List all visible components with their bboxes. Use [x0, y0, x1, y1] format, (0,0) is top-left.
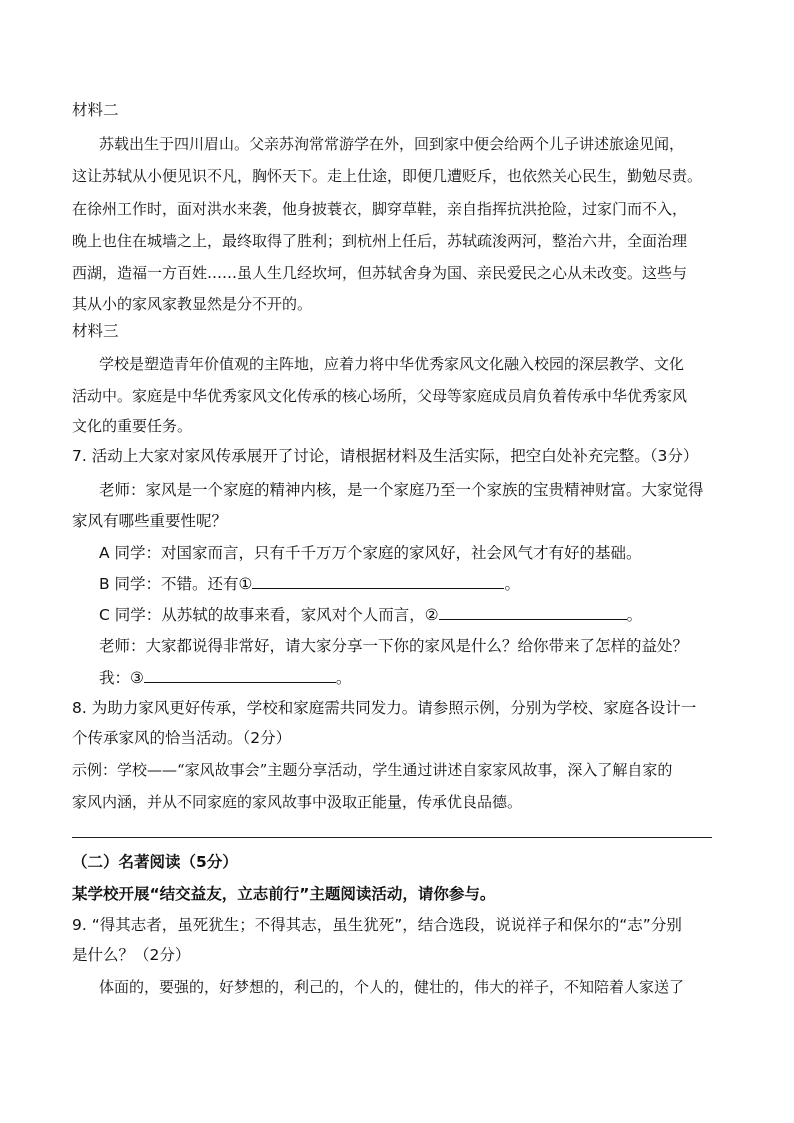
question-8-stem: 8. 为助力家风更好传承，学校和家庭需共同发力。请参照示例，分别为学校、家庭各设计一	[72, 699, 697, 717]
student-b-prefix: B 同学：不错。还有①	[99, 575, 253, 593]
question-9-stem: 9. “得其志者，虽死犹生；不得其志，虽生犹死”，结合选段，说说祥子和保尔的“志”分别	[72, 916, 682, 934]
material3-line: 文化的重要任务。	[72, 417, 193, 435]
student-c-prefix: C 同学：从苏轼的故事来看，家风对个人而言，②	[99, 606, 439, 624]
teacher-line: 老师：家风是一个家庭的精神内核，是一个家庭乃至一个家族的宝贵精神财富。大家觉得	[99, 481, 704, 499]
teacher-line: 家风有哪些重要性呢？	[72, 512, 228, 530]
my-answer-suffix: 。	[335, 669, 352, 687]
answer-blank-3[interactable]	[144, 667, 336, 683]
material3-line: 学校是塑造青年价值观的主阵地，应着力将中华优秀家风文化融入校园的深层教学、文化	[99, 355, 685, 373]
material2-line: 在徐州工作时，面对洪水来袭，他身披蓑衣，脚穿草鞋，亲自指挥抗洪抢险，过家门而不入，	[72, 200, 688, 218]
student-c-line	[99, 604, 642, 625]
teacher-line-2: 老师：大家都说得非常好，请大家分享一下你的家风是什么？给你带来了怎样的益处？	[99, 637, 689, 655]
material2-line: 西湖，造福一方百姓……虽人生几经坎坷，但苏轼舍身为国、亲民爱民之心从未改变。这些与	[72, 264, 688, 282]
material2-line: 苏载出生于四川眉山。父亲苏洵常常游学在外，回到家中便会给两个儿子讲述旅途见闻，	[99, 135, 685, 153]
question-8-stem: 个传承家风的恰当活动。（2分）	[72, 729, 292, 747]
my-answer-prefix: 我：③	[99, 669, 144, 687]
student-a-line: A 同学：对国家而言，只有千千万万个家庭的家风好，社会风气才有好的基础。	[99, 544, 642, 562]
question-9-stem: 是什么？（2分）	[72, 946, 191, 964]
answer-blank-2[interactable]	[439, 604, 627, 620]
student-b-line	[99, 573, 520, 594]
student-b-suffix: 。	[504, 575, 520, 593]
novel-excerpt: 体面的，要强的，好梦想的，利己的，个人的，健壮的，伟大的祥子，不知陪着人家送了	[99, 978, 685, 996]
section-2-title: （二）名著阅读（5分）	[72, 853, 238, 871]
student-c-suffix: 。	[626, 606, 643, 624]
material2-line: 晚上也住在城墙之上，最终取得了胜利；到杭州上任后，苏轼疏浚两河，整治六井，全面治理	[72, 232, 688, 250]
material3-heading: 材料三	[72, 322, 119, 340]
answer-blank-1[interactable]	[252, 573, 504, 589]
material2-line: 其从小的家风家教显然是分不开的。	[72, 295, 313, 313]
example-line: 示例：学校——“家风故事会”主题分享活动，学生通过讲述自家家风故事，深入了解自家的	[72, 761, 673, 779]
material3-line: 活动中。家庭是中华优秀家风文化传承的核心场所，父母等家庭成员肩负着传承中华优秀家风	[72, 387, 688, 405]
material2-line: 这让苏轼从小便见识不凡，胸怀天下。走上仕途，即便几遭贬斥，也依然关心民生，勤勉尽责。	[72, 167, 703, 185]
section-2-intro: 某学校开展“结交益友，立志前行”主题阅读活动，请你参与。	[72, 885, 496, 903]
material2-heading: 材料二	[72, 101, 119, 119]
example-line: 家风内涵，并从不同家庭的家风故事中汲取正能量，传承优良品德。	[72, 793, 523, 811]
question-7-stem: 7. 活动上大家对家风传承展开了讨论，请根据材料及生活实际，把空白处补充完整。（3分）	[72, 447, 699, 465]
section-divider	[72, 837, 712, 838]
my-answer-line	[99, 667, 351, 688]
